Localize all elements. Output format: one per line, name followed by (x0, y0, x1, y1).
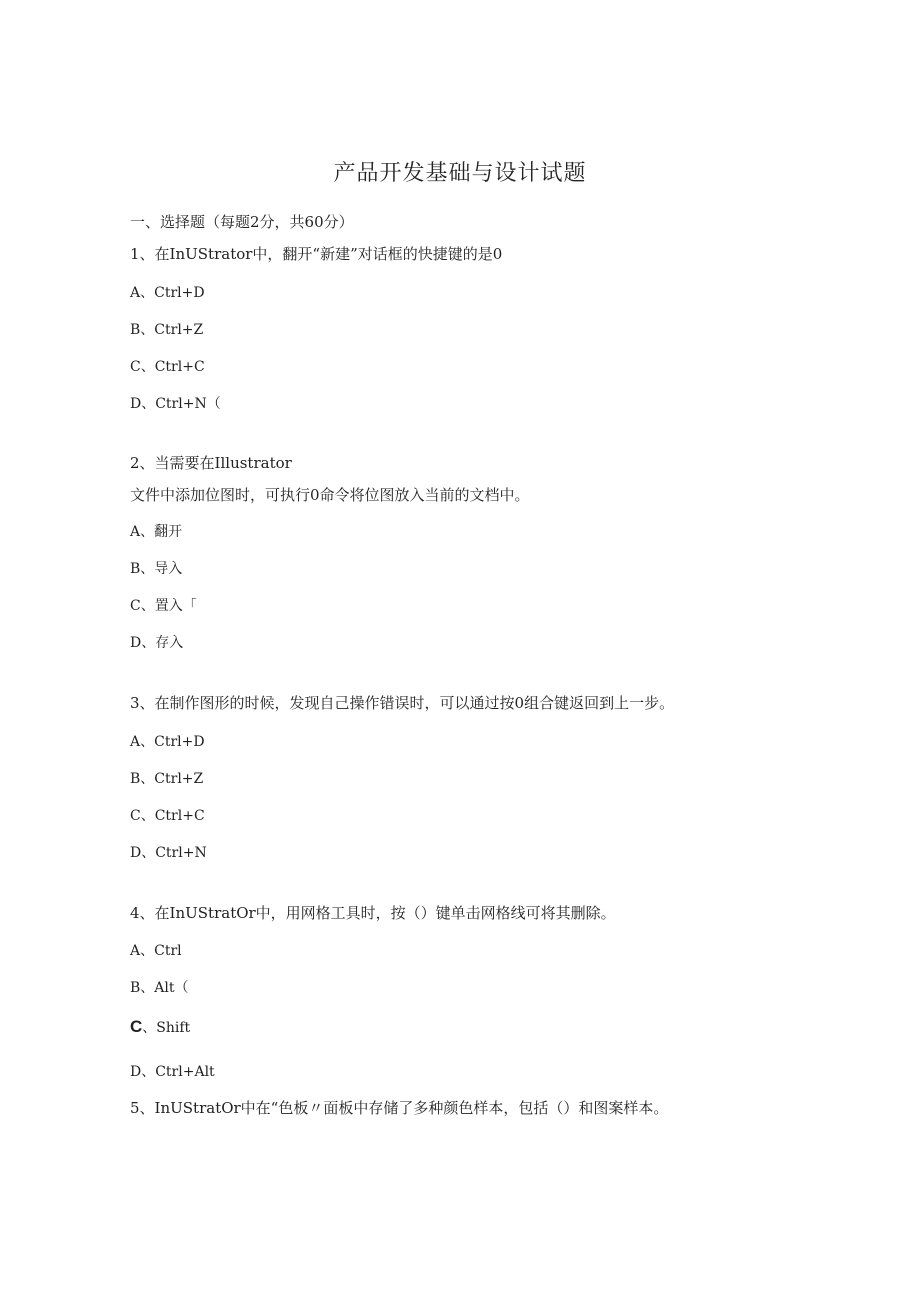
question-3-option-d: D、Ctrl+N (130, 845, 207, 861)
question-5-text: 5、InUStratOr中在“色板〃面板中存储了多种颜色样本，包括（）和图案样本。 (130, 1099, 669, 1117)
document-title: 产品开发基础与设计试题 (333, 161, 587, 186)
question-4-text: 4、在InUStratOr中，用网格工具时，按（）键单击网格线可将其删除。 (130, 904, 616, 922)
question-1-option-a: A、Ctrl+D (130, 285, 205, 301)
question-3-option-b: B、Ctrl+Z (130, 771, 204, 787)
question-1-option-b: B、Ctrl+Z (130, 322, 204, 338)
question-1-option-c: C、Ctrl+C (130, 359, 205, 375)
question-4-option-b: B、Alt（ (130, 980, 189, 996)
question-4-option-a: A、Ctrl (130, 943, 182, 959)
question-2-option-b: B、导入 (130, 561, 183, 577)
question-4-option-c (130, 1017, 190, 1037)
option-c-text: 、Shift (142, 1020, 191, 1036)
question-2-option-c: C、置入「 (130, 598, 197, 614)
question-4-option-d: D、Ctrl+Alt (130, 1064, 215, 1080)
question-2-text-continued: 文件中添加位图时，可执行0命令将位图放入当前的文档中。 (130, 486, 530, 504)
section-heading: 一、选择题（每题2分，共60分） (130, 213, 354, 231)
question-3-text: 3、在制作图形的时候，发现自己操作错误时，可以通过按0组合键返回到上一步。 (130, 694, 675, 712)
option-c-letter: C (130, 1017, 143, 1036)
question-2-text: 2、当需要在Illustrator (130, 454, 292, 472)
question-3-option-c: C、Ctrl+C (130, 808, 205, 824)
question-2-option-d: D、存入 (130, 635, 184, 651)
question-2-option-a: A、翻开 (130, 524, 183, 540)
question-3-option-a: A、Ctrl+D (130, 734, 205, 750)
question-1-text: 1、在InUStrator中，翻开“新建”对话框的快捷键的是0 (130, 245, 503, 263)
question-1-option-d: D、Ctrl+N（ (130, 396, 221, 412)
